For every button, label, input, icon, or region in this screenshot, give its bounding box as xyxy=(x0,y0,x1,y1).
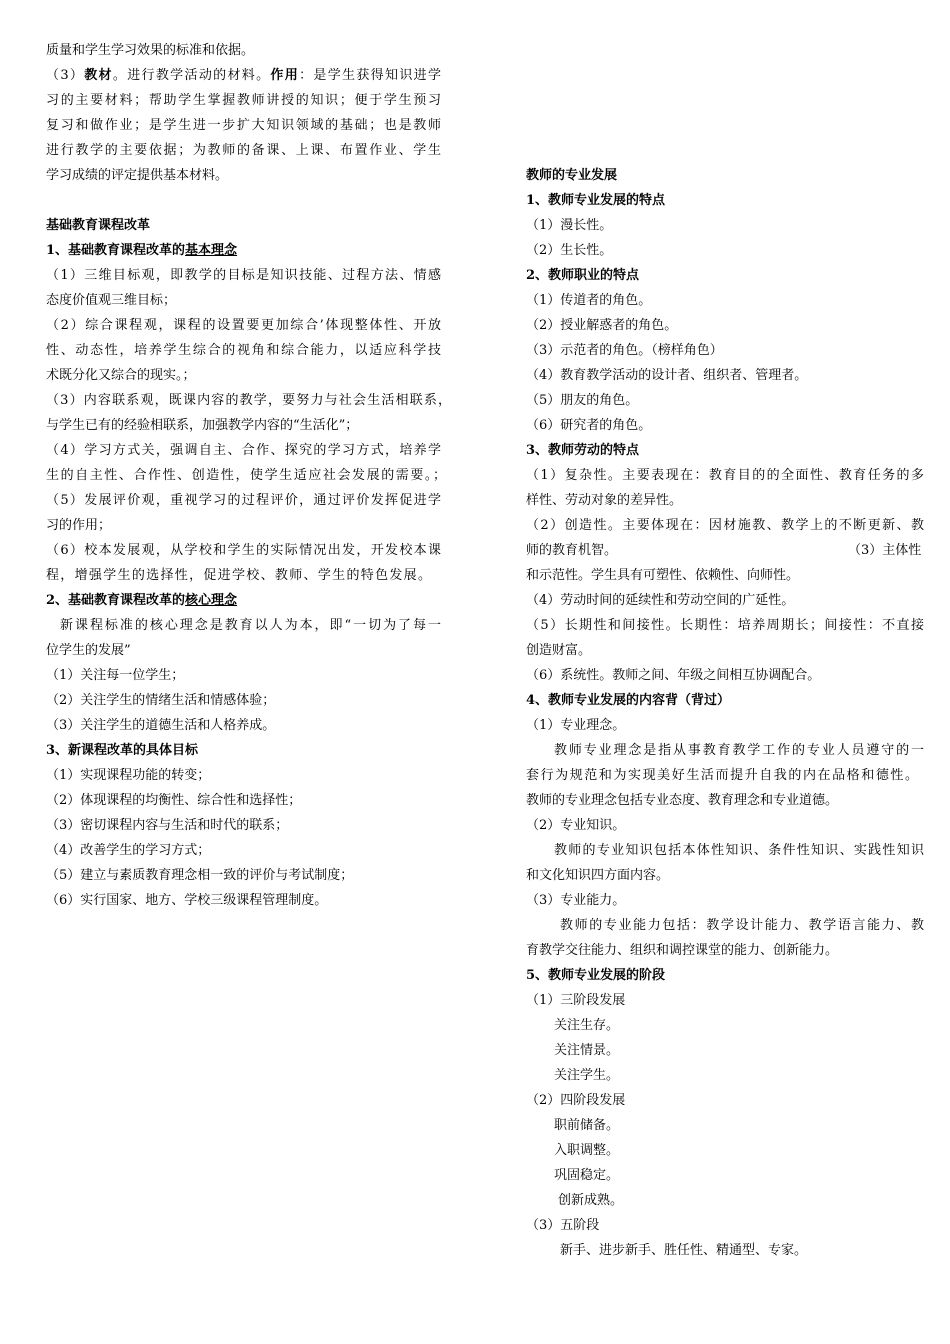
list-item: （1）传道者的角色。 xyxy=(526,293,652,308)
list-item: （3）五阶段 xyxy=(526,1218,600,1233)
text-span: 。进行教学活动的材料。 xyxy=(112,68,271,83)
text-line: 教师的专业理念包括专业态度、教育理念和专业道德。 xyxy=(526,793,839,808)
list-item: （6）系统性。教师之间、年级之间相互协调配合。 xyxy=(526,668,821,683)
list-item: （2）四阶段发展 xyxy=(526,1093,626,1108)
list-item: （3）专业能力。 xyxy=(526,893,626,908)
text-line: 质量和学生学习效果的标准和依据。 xyxy=(46,43,255,58)
underlined-term: 核心理念 xyxy=(185,593,238,608)
text-line: 和示范性。学生具有可塑性、依赖性、向师性。 xyxy=(526,568,800,583)
text-line: 进行教学的主要依据；为教师的备课、上课、布置作业、学生 xyxy=(46,143,441,158)
list-item: （1）漫长性。 xyxy=(526,218,613,233)
list-item: （2）授业解惑者的角色。 xyxy=(526,318,678,333)
text-line: 师的教育机智。 xyxy=(526,543,618,558)
text-line: （4）学习方式关，强调自主、合作、探究的学习方式，培养学 xyxy=(46,443,441,458)
section-heading: 4、教师专业发展的内容背（背过） xyxy=(526,693,731,708)
text-line: （2）综合课程观，课程的设置要更加综合’体现整体性、开放 xyxy=(46,318,441,333)
text-line: 教师专业理念是指从事教育教学工作的专业人员遵守的一 xyxy=(554,743,924,758)
text-line: 复习和做作业；是学生进一步扩大知识领域的基础；也是教师 xyxy=(46,118,441,133)
text-line: 程，增强学生的选择性，促进学校、教师、学生的特色发展。 xyxy=(46,568,431,583)
list-item: （2）关注学生的情绪生活和情感体验； xyxy=(46,693,276,708)
text-line: （1）复杂性。主要表现在：教育目的的全面性、教育任务的多 xyxy=(526,468,924,483)
text-line: （3）主体性 xyxy=(848,543,922,558)
text-span: ：是学生获得知识进学 xyxy=(299,68,441,83)
sub-item: 创新成熟。 xyxy=(558,1193,624,1208)
heading-text: 1、基础教育课程改革的 xyxy=(46,243,186,258)
text-line: 教师的专业能力包括：教学设计能力、教学语言能力、教 xyxy=(560,918,924,933)
text-line: （6）校本发展观，从学校和学生的实际情况出发，开发校本课 xyxy=(46,543,441,558)
text-line: 学习成绩的评定提供基本材料。 xyxy=(46,168,229,183)
list-item: （3）示范者的角色。（榜样角色） xyxy=(526,343,723,358)
text-line: 与学生已有的经验相联系，加强教学内容的“生活化”； xyxy=(46,418,359,433)
text-line: 创造财富。 xyxy=(526,643,592,658)
text-line: 样性、劳动对象的差异性。 xyxy=(526,493,683,508)
list-item: （2）专业知识。 xyxy=(526,818,626,833)
section-heading xyxy=(46,593,237,609)
text-line: 习的作用； xyxy=(46,518,112,533)
list-item: （5）建立与素质教育理念相一致的评价与考试制度； xyxy=(46,868,354,883)
heading-text: 2、基础教育课程改革的 xyxy=(46,593,186,608)
text-span: （3） xyxy=(46,68,85,83)
text-line: （1）三维目标观，即教学的目标是知识技能、过程方法、情感 xyxy=(46,268,441,283)
sub-item: 职前储备。 xyxy=(554,1118,620,1133)
list-item: （1）关注每一位学生； xyxy=(46,668,185,683)
text-line: 育教学交往能力、组织和调控课堂的能力、创新能力。 xyxy=(526,943,839,958)
sub-item: 巩固稳定。 xyxy=(554,1168,620,1183)
list-item: （1）三阶段发展 xyxy=(526,993,626,1008)
section-heading: 2、教师职业的特点 xyxy=(526,268,640,283)
sub-item: 关注生存。 xyxy=(554,1018,620,1033)
section-heading: 1、教师专业发展的特点 xyxy=(526,193,666,208)
text-line: 套行为规范和为实现美好生活而提升自我的内在品格和德性。 xyxy=(526,768,918,783)
section-heading: 5、教师专业发展的阶段 xyxy=(526,968,666,983)
text-line: （5）长期性和间接性。长期性：培养周期长；间接性：不直接 xyxy=(526,618,924,633)
sub-item: 关注情景。 xyxy=(554,1043,620,1058)
text-line: （2）创造性。主要体现在：因材施教、教学上的不断更新、教 xyxy=(526,518,924,533)
list-item: （4）改善学生的学习方式； xyxy=(46,843,211,858)
text-line: 习的主要材料；帮助学生掌握教师讲授的知识；便于学生预习 xyxy=(46,93,441,108)
list-item: （1）实现课程功能的转变； xyxy=(46,768,211,783)
list-item: （1）专业理念。 xyxy=(526,718,626,733)
section-heading: 3、教师劳动的特点 xyxy=(526,443,640,458)
list-item: （5）朋友的角色。 xyxy=(526,393,639,408)
text-line: 术既分化又综合的现实。； xyxy=(46,368,196,383)
text-line: （5）发展评价观，重视学习的过程评价，通过评价发挥促进学 xyxy=(46,493,441,508)
text-line: 性、动态性，培养学生综合的视角和综合能力，以适应科学技 xyxy=(46,343,441,358)
section-title: 基础教育课程改革 xyxy=(46,218,151,233)
text-line: 态度价值观三维目标； xyxy=(46,293,177,308)
list-item: （6）研究者的角色。 xyxy=(526,418,652,433)
sub-item: 关注学生。 xyxy=(554,1068,620,1083)
text-line: 生的自主性、合作性、创造性，使学生适应社会发展的需要。； xyxy=(46,468,446,483)
bold-term: 作用 xyxy=(270,68,300,83)
underlined-term: 基本理念 xyxy=(185,243,238,258)
list-item: （2）体现课程的均衡性、综合性和选择性； xyxy=(46,793,302,808)
sub-item: 新手、进步新手、胜任性、精通型、专家。 xyxy=(560,1243,808,1258)
text-line: 和文化知识四方面内容。 xyxy=(526,868,670,883)
bold-term: 教材 xyxy=(84,68,113,83)
text-line: 教师的专业知识包括本体性知识、条件性知识、实践性知识 xyxy=(554,843,924,858)
text-line: 新课程标准的核心理念是教育以人为本，即“一切为了每一 xyxy=(60,618,441,633)
text-line: 位学生的发展” xyxy=(46,643,131,658)
list-item: （4）劳动时间的延续性和劳动空间的广延性。 xyxy=(526,593,795,608)
list-item: （6）实行国家、地方、学校三级课程管理制度。 xyxy=(46,893,328,908)
section-heading xyxy=(46,243,237,259)
section-title: 教师的专业发展 xyxy=(526,168,618,183)
text-line: （3）内容联系观，既课内容的教学，要努力与社会生活相联系， xyxy=(46,393,451,408)
list-item: （2）生长性。 xyxy=(526,243,613,258)
textbook-item xyxy=(46,68,441,84)
list-item: （3）密切课程内容与生活和时代的联系； xyxy=(46,818,289,833)
sub-item: 入职调整。 xyxy=(554,1143,620,1158)
list-item: （4）教育教学活动的设计者、组织者、管理者。 xyxy=(526,368,808,383)
list-item: （3）关注学生的道德生活和人格养成。 xyxy=(46,718,276,733)
section-heading: 3、新课程改革的具体目标 xyxy=(46,743,199,758)
